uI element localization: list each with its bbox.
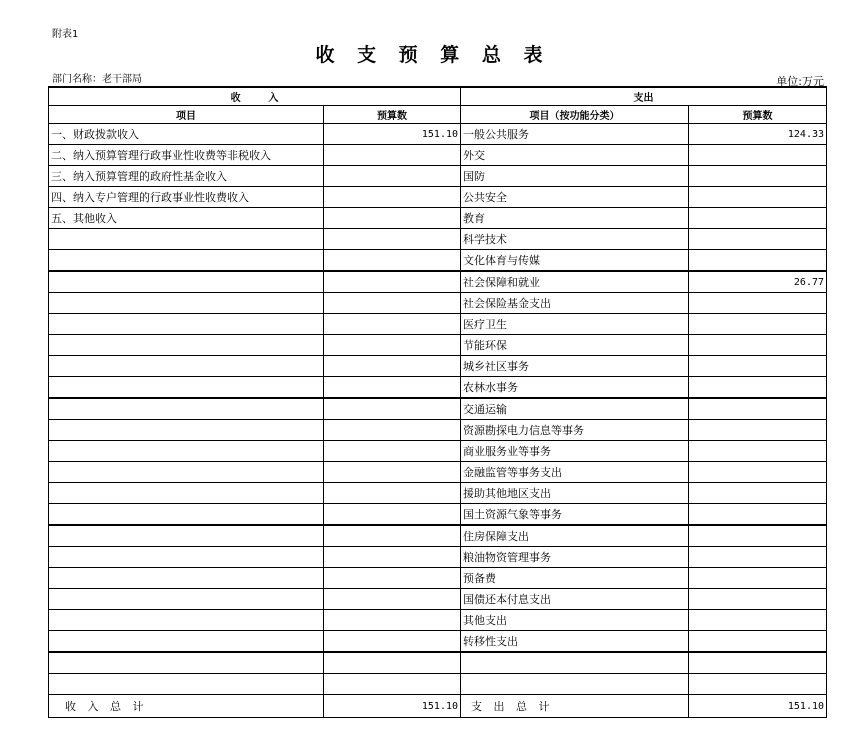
table-row	[49, 166, 827, 187]
expense-item-cell: 城乡社区事务	[461, 356, 689, 377]
table-row	[49, 124, 827, 145]
table-row	[49, 335, 827, 356]
table-row	[49, 145, 827, 166]
expense-value-cell: 26.77	[689, 271, 827, 293]
expense-value-cell	[689, 293, 827, 314]
expense-item-cell: 预备费	[461, 568, 689, 589]
income-item-cell: 一、财政拨款收入	[49, 124, 324, 145]
expense-value-cell	[689, 145, 827, 166]
expense-item-cell	[461, 652, 689, 674]
expense-value-cell	[689, 335, 827, 356]
table-row	[49, 314, 827, 335]
expense-item-cell: 交通运输	[461, 398, 689, 420]
expense-total-label: 支 出 总 计	[461, 695, 689, 718]
income-item-cell	[49, 356, 324, 377]
income-value-cell	[324, 335, 461, 356]
department-name: 部门名称：老干部局	[52, 74, 142, 85]
expense-item-cell: 国债还本付息支出	[461, 589, 689, 610]
table-subheader-row	[49, 106, 827, 124]
expense-value-cell	[689, 250, 827, 272]
income-value-cell	[324, 314, 461, 335]
income-value-cell	[324, 271, 461, 293]
expense-value-cell	[689, 589, 827, 610]
income-item-cell	[49, 398, 324, 420]
table-row	[49, 652, 827, 674]
expense-item-cell: 社会保险基金支出	[461, 293, 689, 314]
totals-row	[49, 695, 827, 718]
income-value-cell	[324, 441, 461, 462]
expense-value-cell	[689, 377, 827, 399]
income-header: 收 入	[49, 87, 461, 106]
income-value-cell	[324, 462, 461, 483]
expense-value-cell	[689, 610, 827, 631]
income-total-label: 收 入 总 计	[49, 695, 324, 718]
income-item-cell	[49, 610, 324, 631]
income-value-cell	[324, 610, 461, 631]
expense-value-cell	[689, 462, 827, 483]
unit-label: 单位:万元	[776, 75, 824, 88]
income-item-cell: 三、纳入预算管理的政府性基金收入	[49, 166, 324, 187]
table-row	[49, 356, 827, 377]
income-item-cell	[49, 547, 324, 568]
page-title: 收 支 预 算 总 表	[315, 44, 551, 66]
table-row	[49, 271, 827, 293]
expense-value-cell	[689, 420, 827, 441]
income-item-cell	[49, 314, 324, 335]
income-value-cell	[324, 589, 461, 610]
expense-value-cell	[689, 525, 827, 547]
income-item-cell	[49, 271, 324, 293]
expense-item-cell: 商业服务业等事务	[461, 441, 689, 462]
income-value-cell	[324, 568, 461, 589]
table-row	[49, 208, 827, 229]
income-item-cell	[49, 335, 324, 356]
income-value-cell	[324, 208, 461, 229]
table-row	[49, 462, 827, 483]
income-item-cell	[49, 483, 324, 504]
income-item-cell	[49, 674, 324, 695]
income-item-cell	[49, 441, 324, 462]
table-row	[49, 187, 827, 208]
expense-item-cell: 转移性支出	[461, 631, 689, 653]
income-item-cell	[49, 589, 324, 610]
expense-item-cell: 文化体育与传媒	[461, 250, 689, 272]
income-value-cell: 151.10	[324, 124, 461, 145]
expense-item-cell: 科学技术	[461, 229, 689, 250]
expense-item-cell: 教育	[461, 208, 689, 229]
expense-item-cell: 社会保障和就业	[461, 271, 689, 293]
expense-value-cell	[689, 356, 827, 377]
table-row	[49, 547, 827, 568]
table-row	[49, 674, 827, 695]
expense-value-cell	[689, 314, 827, 335]
col-budget2-header: 预算数	[689, 106, 827, 124]
income-item-cell	[49, 293, 324, 314]
income-item-cell	[49, 525, 324, 547]
table-row	[49, 610, 827, 631]
income-value-cell	[324, 229, 461, 250]
income-item-cell	[49, 229, 324, 250]
table-row	[49, 504, 827, 526]
table-row	[49, 377, 827, 399]
income-item-cell	[49, 631, 324, 653]
expense-value-cell	[689, 483, 827, 504]
table-row	[49, 250, 827, 272]
income-value-cell	[324, 504, 461, 526]
expense-value-cell	[689, 504, 827, 526]
income-item-cell	[49, 420, 324, 441]
expense-value-cell	[689, 547, 827, 568]
income-value-cell	[324, 356, 461, 377]
expense-item-cell: 资源勘探电力信息等事务	[461, 420, 689, 441]
expense-item-cell: 国土资源气象等事务	[461, 504, 689, 526]
expense-value-cell	[689, 674, 827, 695]
table-row	[49, 568, 827, 589]
expense-item-cell	[461, 674, 689, 695]
table-row	[49, 229, 827, 250]
income-value-cell	[324, 547, 461, 568]
table-row	[49, 525, 827, 547]
expense-value-cell	[689, 652, 827, 674]
expense-item-cell: 金融监管等事务支出	[461, 462, 689, 483]
expense-item-cell: 外交	[461, 145, 689, 166]
budget-table	[48, 86, 827, 718]
expense-item-cell: 援助其他地区支出	[461, 483, 689, 504]
income-value-cell	[324, 631, 461, 653]
col-item-header: 项目	[49, 106, 324, 124]
expense-value-cell	[689, 631, 827, 653]
table-header-row	[49, 87, 827, 106]
income-value-cell	[324, 166, 461, 187]
table-row	[49, 398, 827, 420]
income-value-cell	[324, 483, 461, 504]
expense-value-cell	[689, 166, 827, 187]
table-row	[49, 483, 827, 504]
income-value-cell	[324, 145, 461, 166]
expense-item-cell: 一般公共服务	[461, 124, 689, 145]
income-value-cell	[324, 187, 461, 208]
income-item-cell	[49, 504, 324, 526]
income-item-cell: 二、纳入预算管理行政事业性收费等非税收入	[49, 145, 324, 166]
income-item-cell	[49, 652, 324, 674]
expense-header: 支出	[461, 87, 827, 106]
expense-item-cell: 国防	[461, 166, 689, 187]
col-item-func-header: 项目（按功能分类）	[461, 106, 689, 124]
expense-value-cell	[689, 208, 827, 229]
table-row	[49, 631, 827, 653]
expense-item-cell: 粮油物资管理事务	[461, 547, 689, 568]
expense-value-cell: 124.33	[689, 124, 827, 145]
income-value-cell	[324, 293, 461, 314]
income-item-cell: 四、纳入专户管理的行政事业性收费收入	[49, 187, 324, 208]
income-item-cell	[49, 377, 324, 399]
expense-value-cell	[689, 568, 827, 589]
income-value-cell	[324, 250, 461, 272]
expense-value-cell	[689, 441, 827, 462]
income-value-cell	[324, 377, 461, 399]
income-value-cell	[324, 398, 461, 420]
table-row	[49, 293, 827, 314]
expense-item-cell: 医疗卫生	[461, 314, 689, 335]
attachment-label: 附表1	[52, 29, 79, 40]
expense-value-cell	[689, 187, 827, 208]
income-value-cell	[324, 674, 461, 695]
expense-value-cell	[689, 229, 827, 250]
table-row	[49, 420, 827, 441]
income-value-cell	[324, 420, 461, 441]
col-budget-header: 预算数	[324, 106, 461, 124]
expense-item-cell: 农林水事务	[461, 377, 689, 399]
expense-item-cell: 公共安全	[461, 187, 689, 208]
expense-item-cell: 节能环保	[461, 335, 689, 356]
income-total-value: 151.10	[324, 695, 461, 718]
table-row	[49, 589, 827, 610]
income-item-cell: 五、其他收入	[49, 208, 324, 229]
expense-item-cell: 其他支出	[461, 610, 689, 631]
expense-total-value: 151.10	[689, 695, 827, 718]
income-item-cell	[49, 462, 324, 483]
table-row	[49, 441, 827, 462]
expense-item-cell: 住房保障支出	[461, 525, 689, 547]
income-item-cell	[49, 568, 324, 589]
income-value-cell	[324, 652, 461, 674]
income-item-cell	[49, 250, 324, 272]
income-value-cell	[324, 525, 461, 547]
expense-value-cell	[689, 398, 827, 420]
